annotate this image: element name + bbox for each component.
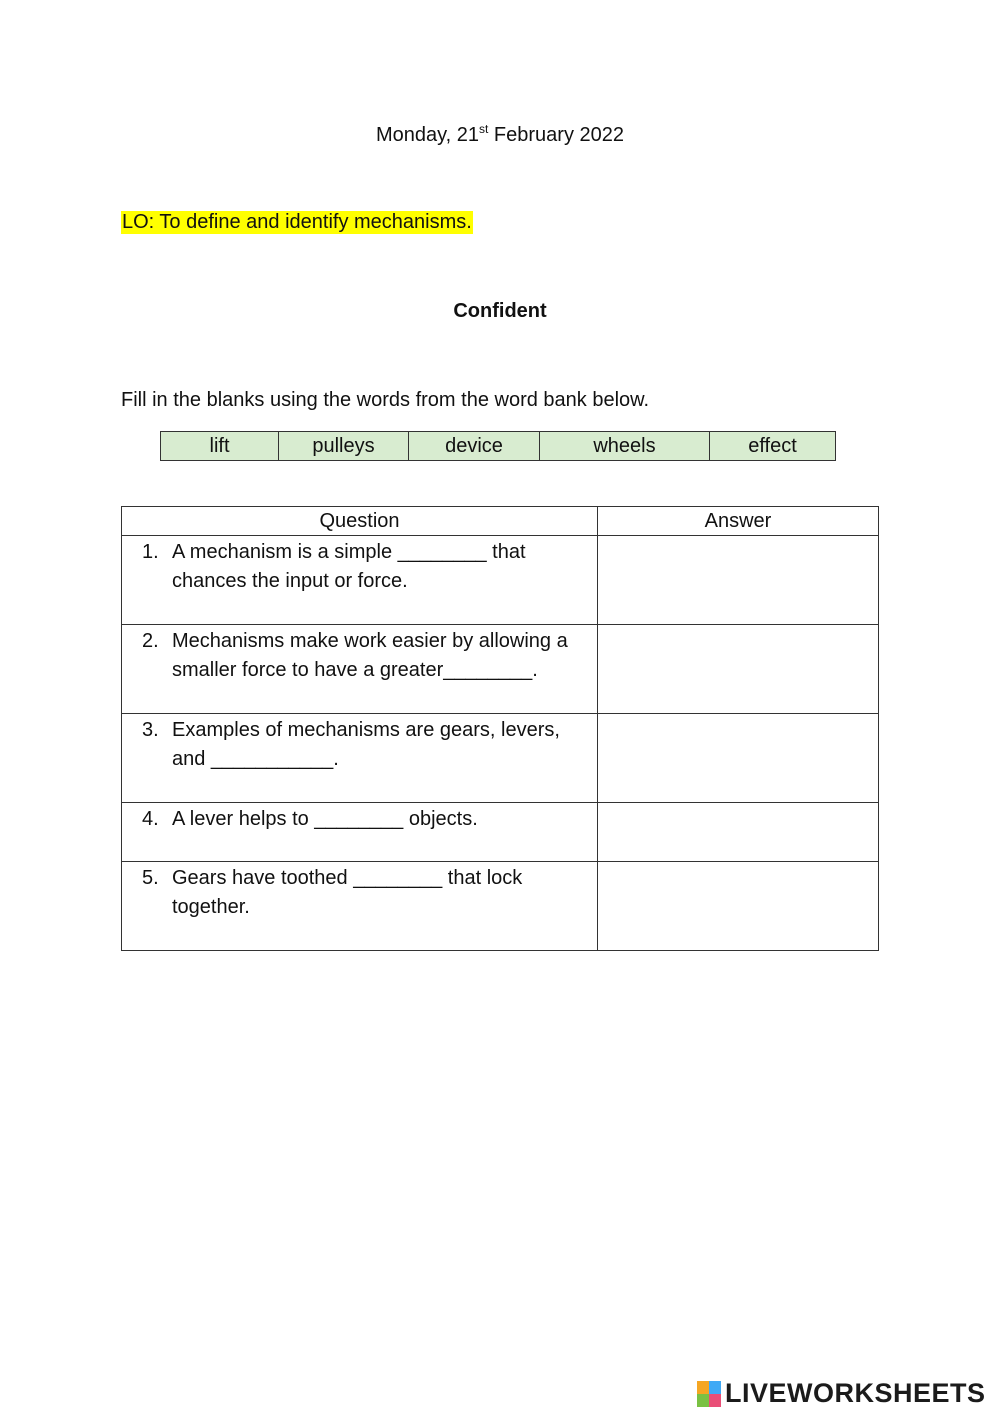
table-row xyxy=(122,714,879,803)
question-cell xyxy=(122,536,598,625)
question-cell xyxy=(122,803,598,862)
difficulty-level: Confident xyxy=(453,300,547,322)
word-bank-item[interactable]: device xyxy=(409,432,540,461)
question-text: Examples of mechanisms are gears, levers, and ___________. xyxy=(172,719,560,770)
word-bank-item[interactable]: wheels xyxy=(540,432,710,461)
liveworksheets-logo-icon xyxy=(697,1381,721,1407)
date-ordinal: st xyxy=(479,122,489,136)
date-line xyxy=(0,122,1000,147)
word-bank-item[interactable]: effect xyxy=(710,432,836,461)
watermark-text: LIVEWORKSHEETS xyxy=(725,1378,986,1408)
question-cell xyxy=(122,625,598,714)
answer-cell[interactable] xyxy=(598,803,879,862)
answer-cell[interactable] xyxy=(598,536,879,625)
liveworksheets-watermark xyxy=(697,1378,986,1409)
table-row xyxy=(122,803,879,862)
logo-square xyxy=(697,1381,709,1394)
question-text: Gears have toothed ________ that lock together. xyxy=(172,867,523,918)
word-bank xyxy=(160,431,836,461)
logo-square xyxy=(709,1394,721,1407)
table-row xyxy=(122,625,879,714)
table-row xyxy=(122,862,879,951)
date-prefix: Monday, 21 xyxy=(375,124,480,146)
question-cell xyxy=(122,862,598,951)
question-header: Question xyxy=(122,507,598,536)
word-bank-item[interactable]: pulleys xyxy=(279,432,409,461)
answer-cell[interactable] xyxy=(598,714,879,803)
question-number: 2. xyxy=(142,630,159,652)
question-cell xyxy=(122,714,598,803)
question-number: 1. xyxy=(142,541,159,563)
question-number: 5. xyxy=(142,867,159,889)
table-row xyxy=(122,536,879,625)
learning-objective: LO: To define and identify mechanisms. xyxy=(122,211,472,233)
answer-cell[interactable] xyxy=(598,862,879,951)
date-suffix: February 2022 xyxy=(488,124,624,146)
question-text: A lever helps to ________ objects. xyxy=(172,808,478,830)
instructions: Fill in the blanks using the words from the word bank below. xyxy=(121,389,650,411)
logo-square xyxy=(709,1381,721,1394)
word-bank-item[interactable]: lift xyxy=(161,432,279,461)
question-text: A mechanism is a simple ________ that chances the input or force. xyxy=(172,541,526,592)
question-answer-table xyxy=(121,506,879,951)
question-number: 4. xyxy=(142,808,159,830)
logo-square xyxy=(697,1394,709,1407)
answer-cell[interactable] xyxy=(598,625,879,714)
answer-header: Answer xyxy=(598,507,879,536)
question-number: 3. xyxy=(142,719,159,741)
question-text: Mechanisms make work easier by allowing a smaller force to have a greater________. xyxy=(172,630,568,681)
